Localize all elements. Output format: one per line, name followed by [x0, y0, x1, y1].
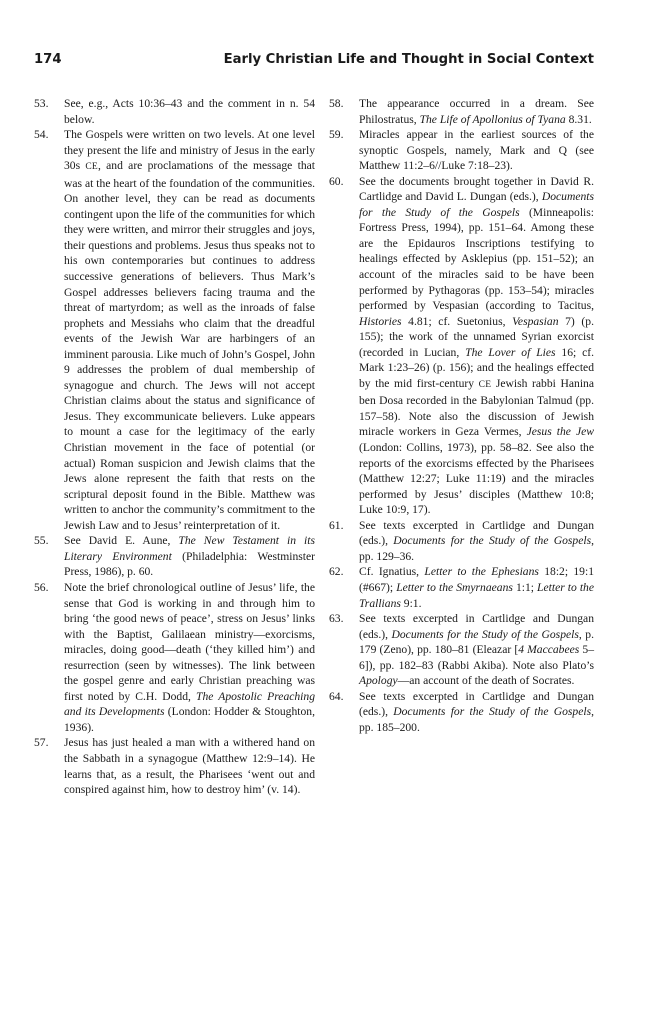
book-title: The New Testament in its Literary Environment — [64, 534, 315, 563]
endnote-text: See the documents brought together in David R. Cartlidge and David L. Dungan (eds.), Documents for the Study of the Gospels (Minneapolis: Fortress Press, 1994), pp. 151–64. Among these are the Epidauros Inscriptions testifying to healings effected by Asklepius (pp. 151–52); an account of the miracles said to be have been performed by Pythagoras (pp. 153–54); miracles performed by Vespasian (according to Tacitus, Histories 4.81; cf. Suetonius, Vespasian 7) (p. 155); the work of the unnamed Syrian exorcist (recorded in Lucian, The Lover of Lies 16; cf. Mark 1:23–26) (p. 156); and the healings effected by the mid first-century CE Jewish rabbi Hanina ben Dosa recorded in the Babylonian Talmud (pp. 157–58). Note also the discussion of Jewish miracle workers in Geza Vermes, Jesus the Jew (London: Collins, 1973), pp. 58–82. See also the reports of the exorcisms effected by the Pharisees (Matthew 12:27; Luke 11:19) and the miracles performed by Jesus’ disciples (Matthew 10:8; Luke 10:9, 17). — [359, 174, 594, 517]
left-column — [34, 96, 315, 798]
endnote-number: 54. — [34, 128, 49, 142]
endnote-text: See texts excerpted in Cartlidge and Dungan (eds.), Documents for the Study of the Gospels, pp. 129–36. — [359, 518, 595, 563]
endnote-53 — [34, 96, 315, 127]
endnote-number: 62. — [329, 565, 344, 579]
endnote-text: See texts excerpted in Cartlidge and Dungan (eds.), Documents for the Study of the Gospels, p. 179 (Zeno), pp. 180–81 (Eleazar [4 Maccabees 5–6]), pp. 182–83 (Rabbi Akiba). Note also Plato’s Apology—an account of the death of Socrates. — [359, 612, 595, 688]
book-title: Documents for the Study of the Gospels — [359, 190, 594, 219]
endnote-63 — [329, 611, 594, 689]
endnote-62 — [329, 564, 594, 611]
book-title: Vespasian — [512, 314, 559, 328]
endnote-text: Note the brief chronological outline of Jesus’ life, the sense that God is working in and through him to bring ‘the good news of peace’, stress on Jesus’ links with the Baptist, Galilaean ministry—exorcisms, miracles, doing good—death (‘they killed him’) and resurrection (seen by witnesses). The link between the gospel genre and early Christian preaching was first noted by C.H. Dodd, The Apostolic Preaching and its Developments (London: Hodder & Stoughton, 1936). — [64, 580, 315, 734]
endnote-text: Jesus has just healed a man with a withered hand on the Sabbath in a synagogue (Matthew 12:9–14). He learns that, as a result, the Pharisees ‘went out and conspired against him, how to destroy him’ (v. 14). — [64, 736, 315, 797]
endnote-64 — [329, 689, 594, 736]
book-title: Apology — [359, 674, 398, 688]
endnote-60 — [329, 174, 594, 518]
endnote-text: See, e.g., Acts 10:36–43 and the comment in n. 54 below. — [64, 97, 315, 126]
endnote-number: 59. — [329, 128, 344, 142]
book-title: 4 Maccabees — [518, 643, 580, 657]
right-column — [329, 96, 594, 735]
book-title: Jesus the Jew — [526, 425, 594, 439]
running-title: Early Christian Life and Thought in Social Context — [223, 52, 594, 67]
endnote-number: 53. — [34, 97, 49, 110]
book-title: Histories — [359, 314, 402, 328]
book-title: Documents for the Study of the Gospels — [391, 627, 579, 641]
book-title: Documents for the Study of the Gospels — [393, 534, 592, 548]
endnote-text: The Gospels were written on two levels. At one level they present the life and ministry of Jesus in the early 30s CE, and are proclamations of the message that was at the heart of the foundation of the communities. On another level, they can be read as documents contingent upon the life of the communities for which they were written, and mirror their struggles and joys, their questions and problems. Jesus thus speaks not to his own contemporaries but continues to address successive generations of believers. Thus Mark’s Gospel addresses believers facing trauma and the threat of martyrdom; as well as the inroads of false prophets and Messiahs who claim that the dreadful events of the Jewish War are harbingers of an imminent parousia. Like much of John’s Gospel, John 9 addresses the problem of dual membership of synagogue and church. The Jews will not accept Christian claims about the status and significance of Jesus. They excommunicate believers. Luke appears to mount a case for the legitimacy of the early Christian movement in the face of potential (or actual) Roman suspicion and Jewish claims that the Jews alone represent the faith that rests on the scriptural deposit found in the Bible. Matthew was written to anchor the community’s commitment to the Jewish Law and to Jesus’ reinterpretation of it. — [64, 128, 315, 532]
endnote-55 — [34, 533, 315, 580]
endnote-54 — [34, 127, 315, 533]
book-title: The Lover of Lies — [465, 345, 556, 359]
endnote-61 — [329, 518, 594, 565]
endnote-56 — [34, 580, 315, 735]
endnote-number: 55. — [34, 534, 49, 548]
endnote-number: 58. — [329, 97, 344, 110]
endnote-number: 61. — [329, 518, 344, 532]
endnote-text: Cf. Ignatius, Letter to the Ephesians 18:2; 19:1 (#667); Letter to the Smyrnaeans 1:1; Letter to the Trallians 9:1. — [359, 565, 595, 610]
endnote-58 — [329, 96, 594, 127]
endnote-text: See David E. Aune, The New Testament in its Literary Environment (Philadelphia: Westminster Press, 1986), p. 60. — [64, 534, 316, 579]
running-header — [34, 52, 594, 74]
endnote-number: 57. — [34, 736, 49, 750]
book-title: Documents for the Study of the Gospels — [393, 705, 592, 719]
book-title: Letter to the Smyrnaeans — [396, 580, 513, 594]
book-title: Letter to the Trallians — [359, 580, 595, 610]
page-number: 174 — [34, 52, 62, 67]
endnote-text: See texts excerpted in Cartlidge and Dungan (eds.), Documents for the Study of the Gospels, pp. 185–200. — [359, 689, 595, 734]
endnote-number: 56. — [34, 580, 49, 594]
endnote-number: 64. — [329, 689, 344, 703]
endnote-text: Miracles appear in the earliest sources of the synoptic Gospels, namely, Mark and Q (see Matthew 11:2–6//Luke 7:18–23). — [359, 128, 594, 173]
book-title: The Apostolic Preaching and its Developments — [64, 689, 315, 719]
endnote-text: The appearance occurred in a dream. See Philostratus, The Life of Apollonius of Tyana 8.31. — [359, 97, 594, 126]
book-title: The Life of Apollonius of Tyana — [419, 112, 566, 126]
book-title: Letter to the Ephesians — [424, 565, 539, 579]
endnote-number: 60. — [329, 174, 344, 188]
endnote-59 — [329, 127, 594, 174]
endnote-number: 63. — [329, 612, 344, 626]
endnote-57 — [34, 735, 315, 797]
